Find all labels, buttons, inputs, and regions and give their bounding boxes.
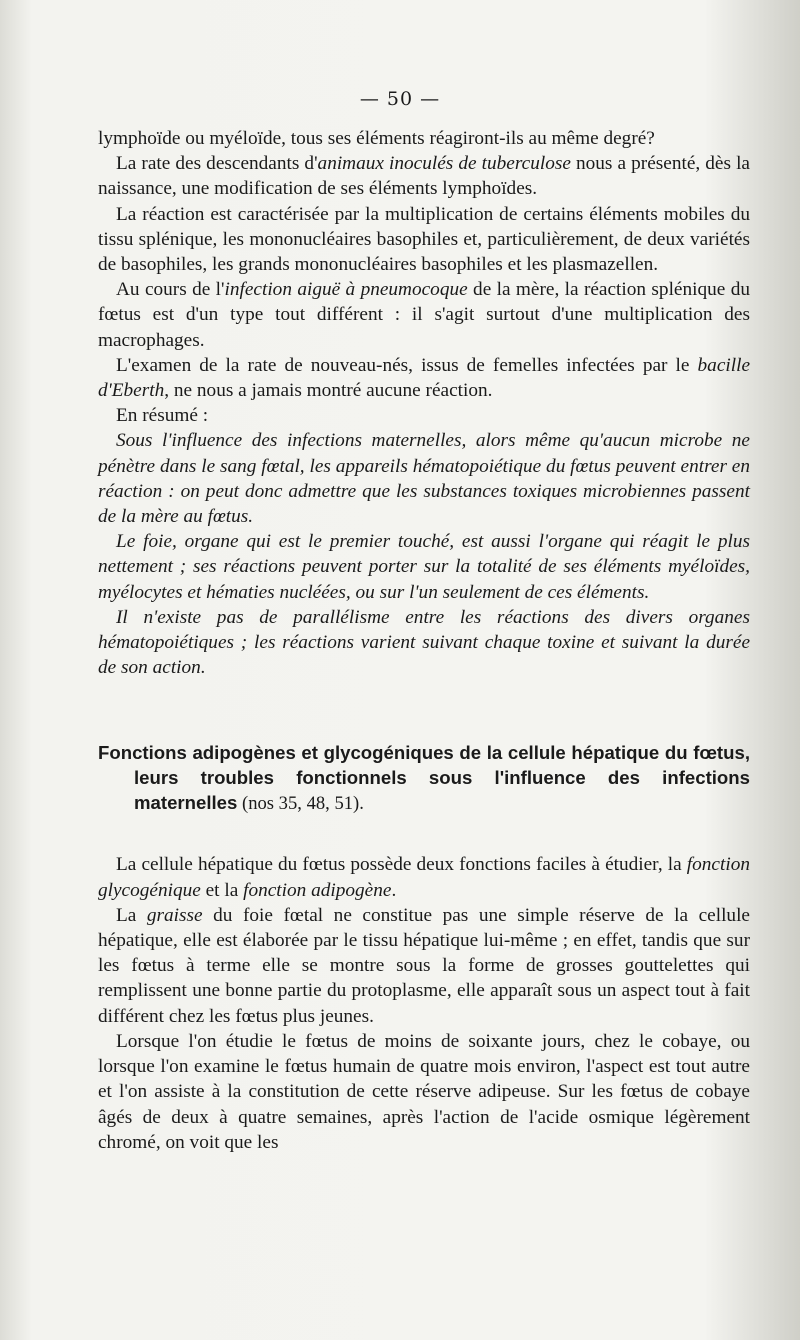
paragraph-tuberculose: La rate des descendants d'animaux inoculés de tuberculose nous a présenté, dès la naissance, une modification de ses éléments lymphoïdes. xyxy=(98,153,750,200)
section-heading: Fonctions adipogènes et glycogéniques de la cellule hépatique du fœtus, leurs troubles fonctionnels sous l'influence des infections maternelles (nos 35, 48, 51). xyxy=(98,742,750,815)
paragraph-eberth: L'examen de la rate de nouveau-nés, issus de femelles infectées par le bacille d'Eberth, ne nous a jamais montré aucune réaction. xyxy=(98,354,750,402)
page-number: — 50 — xyxy=(359,88,441,110)
paragraph-resume: En résumé : xyxy=(116,405,209,427)
lead-line: lymphoïde ou myéloïde, tous ses éléments réagiront-ils au même degré? xyxy=(98,128,655,149)
paragraph-fonctions: La cellule hépatique du fœtus possède deux fonctions faciles à étudier, la fonction glycogénique et la fonction adipogène. xyxy=(98,854,750,901)
paragraph-reaction: La réaction est caractérisée par la multiplication de certains éléments mobiles du tissu splénique, les mononucléaires basophiles et, particulièrement, de deux variétés de basophiles, les grands mononucléaires basophiles et les plasmazellen. xyxy=(98,203,750,276)
conclusion-1: Sous l'influence des infections maternelles, alors même qu'aucun microbe ne pénètre dans le sang fœtal, les appareils hématopoiétique du fœtus peuvent entrer en réaction : on peut donc admettre que les substances toxiques microbiennes passent de la mère au fœtus. xyxy=(98,430,750,528)
paragraph-pneumocoque: Au cours de l'infection aiguë à pneumocoque de la mère, la réaction splénique du fœtus est d'un type tout différent : il s'agit surtout d'une multiplication des macrophages. xyxy=(98,279,750,351)
page-body xyxy=(98,126,750,1155)
paragraph-graisse: La graisse du foie fœtal ne constitue pas une simple réserve de la cellule hépatique, elle est élaborée par le tissu hépatique lui-même ; en effet, tandis que sur les fœtus à terme elle se montre sous la forme de grosses gouttelettes qui remplissent une bonne partie du protoplasme, elle apparaît sous un aspect tout à fait différent chez les fœtus plus jeunes. xyxy=(98,904,750,1027)
paragraph-cobaye: Lorsque l'on étudie le fœtus de moins de soixante jours, chez le cobaye, ou lorsque l'on examine le fœtus humain de quatre mois environ, l'aspect est tout autre et l'on assiste à la constitution de cette réserve adipeuse. Sur les fœtus de cobaye âgés de deux à quatre semaines, après l'action de l'acide osmique légèrement chromé, on voit que les xyxy=(98,1030,750,1153)
conclusion-3: Il n'existe pas de parallélisme entre les réactions des divers organes hématopoiétiques ; les réactions varient suivant chaque toxine et suivant la durée de son action. xyxy=(98,606,750,679)
conclusion-2: Le foie, organe qui est le premier touché, est aussi l'organe qui réagit le plus nettement ; ses réactions peuvent porter sur la totalité de ses éléments myéloïdes, myélocytes et hématies nucléées, ou sur l'un seulement de ces éléments. xyxy=(98,531,750,603)
